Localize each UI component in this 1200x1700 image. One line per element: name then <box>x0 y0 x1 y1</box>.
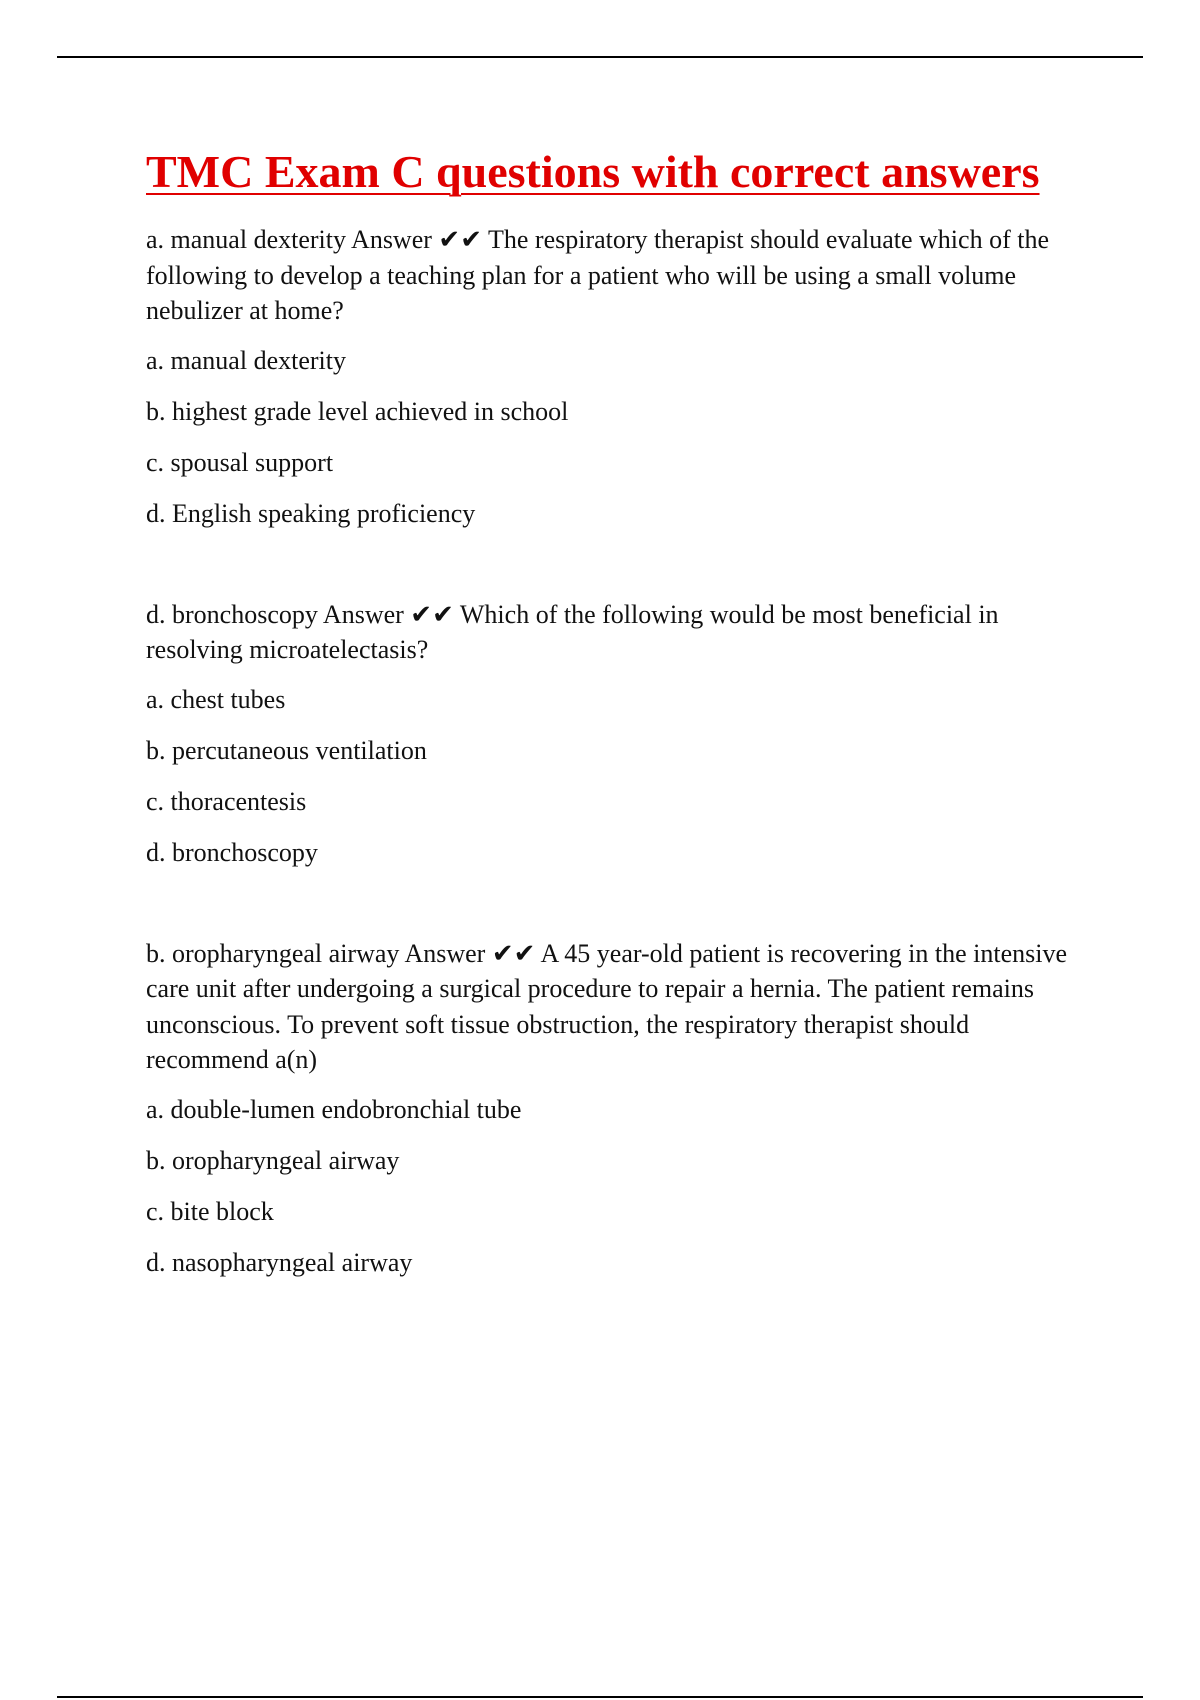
answer-option: d. English speaking proficiency <box>146 498 476 528</box>
question-block-3 <box>146 936 1096 1281</box>
question-text: b. oropharyngeal airway Answer ✔✔ A 45 year-old patient is recovering in the intensive care unit after undergoing a surgical procedure to repair a hernia. The patient remains unconscious. To prevent soft tissue obstruction, the respiratory therapist should recommend a(n) <box>146 938 1068 1074</box>
spacer <box>146 886 1096 936</box>
document-title: TMC Exam C questions with correct answers <box>146 146 1040 197</box>
answer-option: a. double-lumen endobronchial tube <box>146 1094 522 1124</box>
question-block-1 <box>146 222 1096 531</box>
answer-option: c. bite block <box>146 1196 274 1226</box>
question-block-2 <box>146 597 1096 871</box>
question-text: a. manual dexterity Answer ✔✔ The respiratory therapist should evaluate which of the following to develop a teaching plan for a patient who will be using a small volume nebulizer at home? <box>146 225 1049 325</box>
footer-rule <box>57 1696 1143 1698</box>
spacer <box>146 547 1096 597</box>
answer-option: a. chest tubes <box>146 684 286 714</box>
answer-option: b. oropharyngeal airway <box>146 1145 400 1175</box>
question-text: d. bronchoscopy Answer ✔✔ Which of the following would be most beneficial in resolving microatelectasis? <box>146 599 999 664</box>
answer-option: d. nasopharyngeal airway <box>146 1247 413 1277</box>
answer-option: d. bronchoscopy <box>146 837 318 867</box>
answer-option: c. thoracentesis <box>146 786 307 816</box>
answer-option: c. spousal support <box>146 447 334 477</box>
answer-option: a. manual dexterity <box>146 345 346 375</box>
answer-option: b. highest grade level achieved in school <box>146 396 569 426</box>
answer-option: b. percutaneous ventilation <box>146 735 427 765</box>
header-rule <box>57 56 1143 58</box>
document-body <box>146 142 1096 1296</box>
